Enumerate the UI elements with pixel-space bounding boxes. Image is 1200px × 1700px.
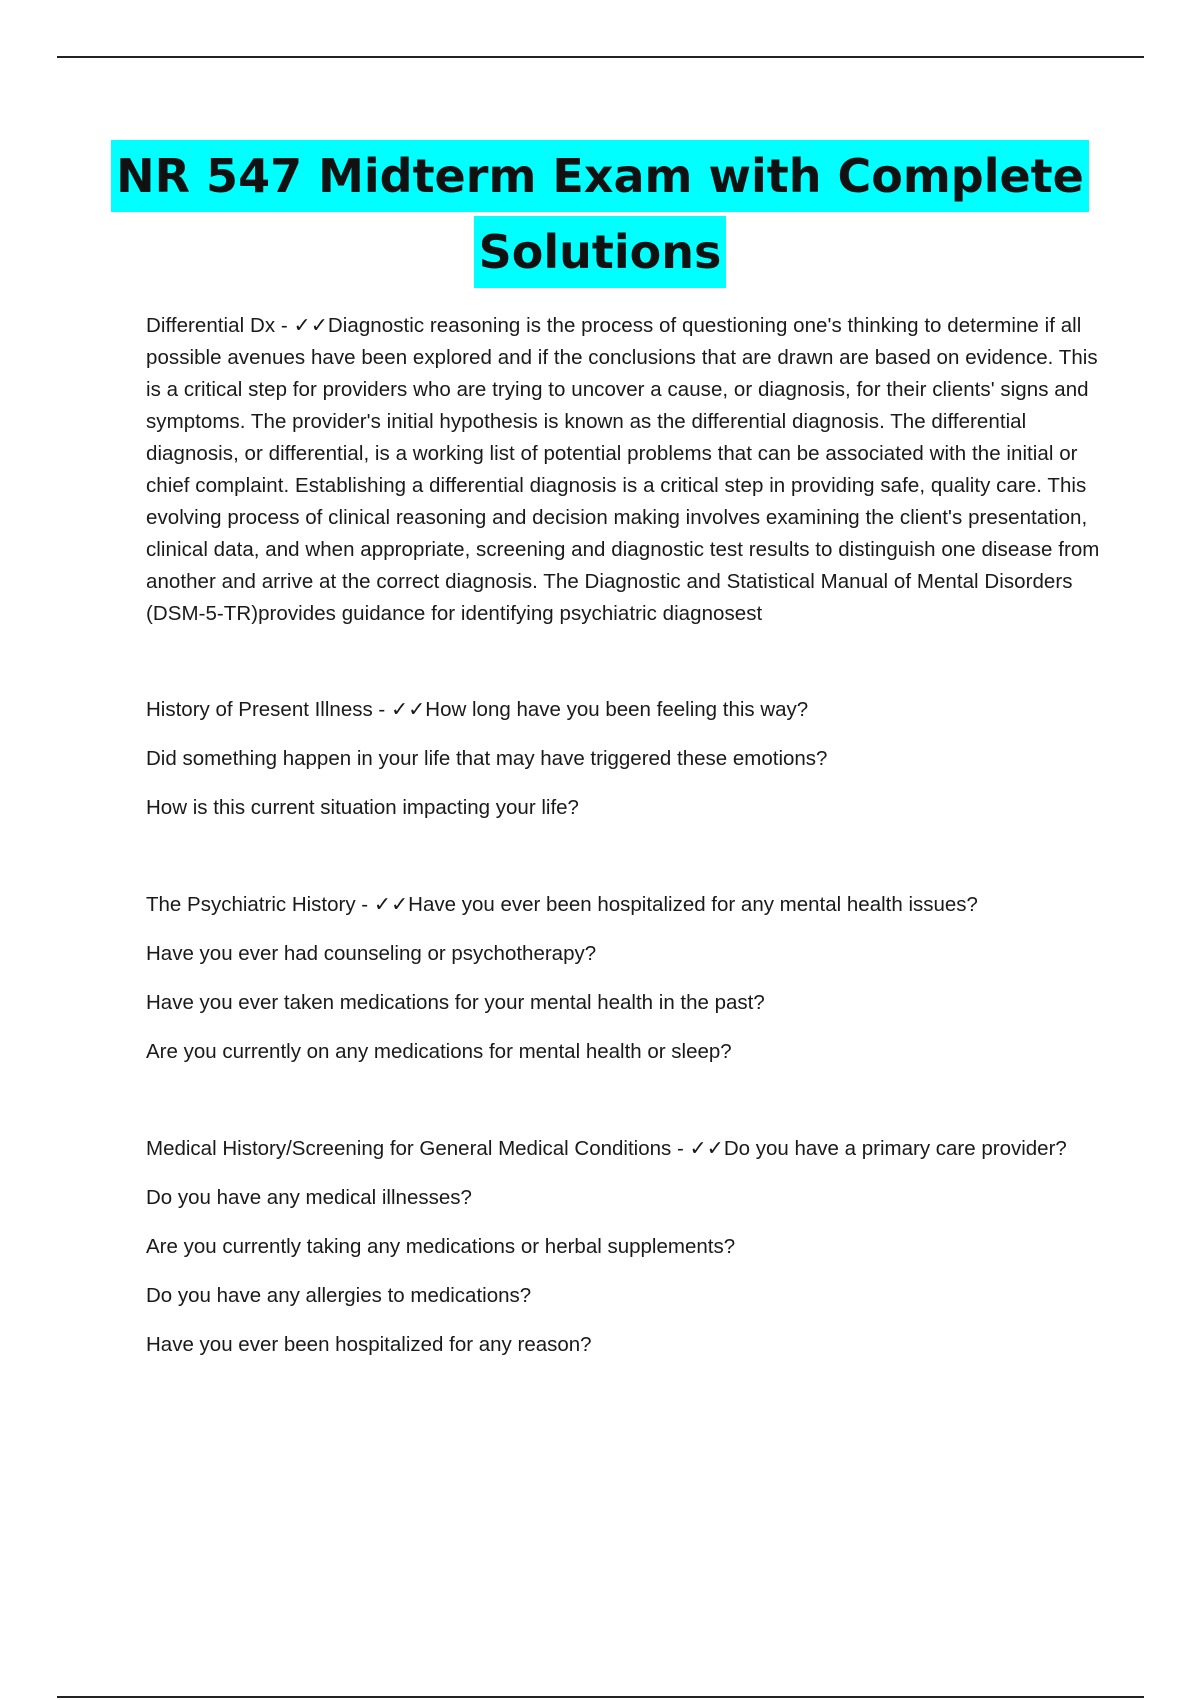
psych-question-4: Are you currently on any medications for mental health or sleep? bbox=[146, 1040, 732, 1063]
hpi-question-2: Did something happen in your life that may have triggered these emotions? bbox=[146, 747, 828, 770]
psych-question-2: Have you ever had counseling or psychotherapy? bbox=[146, 942, 597, 965]
medical-question-3: Are you currently taking any medications or herbal supplements? bbox=[146, 1235, 736, 1258]
document-title bbox=[100, 140, 1100, 292]
top-divider bbox=[57, 56, 1144, 58]
hpi-question-3: How is this current situation impacting your life? bbox=[146, 796, 579, 819]
psych-question-1: The Psychiatric History - ✓✓Have you ever been hospitalized for any mental health issues? bbox=[146, 893, 978, 916]
section-history-present-illness bbox=[146, 694, 1106, 824]
section-differential-dx bbox=[146, 310, 1106, 630]
medical-question-4: Do you have any allergies to medications? bbox=[146, 1284, 532, 1307]
medical-question-1: Medical History/Screening for General Medical Conditions - ✓✓Do you have a primary care provider? bbox=[146, 1137, 1067, 1160]
hpi-question-1: History of Present Illness - ✓✓How long have you been feeling this way? bbox=[146, 698, 809, 721]
section-psychiatric-history bbox=[146, 889, 1106, 1068]
document-body bbox=[146, 310, 1106, 1426]
title-line-2: Solutions bbox=[474, 216, 727, 288]
medical-question-5: Have you ever been hospitalized for any reason? bbox=[146, 1333, 592, 1356]
differential-dx-paragraph: Differential Dx - ✓✓Diagnostic reasoning is the process of questioning one's thinking to determine if all possible avenues have been explored and if the conclusions that are drawn are based on evidence. This is a critical step for providers who are trying to uncover a cause, or diagnosis, for their clients' signs and symptoms. The provider's initial hypothesis is known as the differential diagnosis. The differential diagnosis, or differential, is a working list of potential problems that can be associated with the initial or chief complaint. Establishing a differential diagnosis is a critical step in providing safe, quality care. This evolving process of clinical reasoning and decision making involves examining the client's presentation, clinical data, and when appropriate, screening and diagnostic test results to distinguish one disease from another and arrive at the correct diagnosis. The Diagnostic and Statistical Manual of Mental Disorders (DSM-5-TR)provides guidance for identifying psychiatric diagnosest bbox=[146, 314, 1100, 625]
title-line-1: NR 547 Midterm Exam with Complete bbox=[111, 140, 1089, 212]
medical-question-2: Do you have any medical illnesses? bbox=[146, 1186, 472, 1209]
bottom-divider bbox=[57, 1696, 1144, 1698]
psych-question-3: Have you ever taken medications for your mental health in the past? bbox=[146, 991, 765, 1014]
section-medical-history bbox=[146, 1133, 1106, 1361]
